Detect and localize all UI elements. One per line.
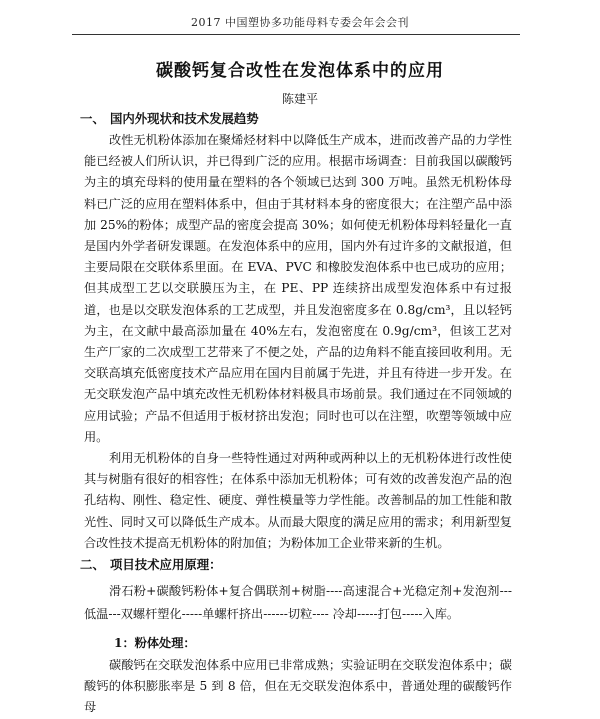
running-header: 2017 中国塑协多功能母料专委会年会会刊 — [191, 16, 409, 29]
section-1-number: 一、 — [80, 111, 105, 126]
process-flow-formula: 滑石粉+碳酸钙粉体+复合偶联剂+树脂----高速混合+光稳定剂+发泡剂---低温---双螺杆塑化-----单螺杆挤出------切粒---- 冷却-----打包-----入库。 — [84, 584, 512, 621]
subsection-1-paragraph: 碳酸钙在交联发泡体系中应用已非常成熟；实验证明在交联发泡体系中；碳酸钙的体积膨胀率是 5 到 8 倍，但在无交联发泡体系中，普通处理的碳酸钙作母 — [84, 658, 512, 715]
section-1-heading — [80, 108, 512, 130]
section-2-number: 二、 — [80, 557, 105, 573]
author-name: 陈建平 — [281, 92, 318, 106]
header-rule — [72, 34, 520, 35]
document-title: 碳酸钙复合改性在发泡体系中的应用 — [156, 61, 444, 81]
section-1-paragraph-2: 利用无机粉体的自身一些特性通过对两种或两种以上的无机粉体进行改性使其与树脂有很好的相容性；在体系中添加无机粉体；可有效的改善发泡产品的泡孔结构、刚性、稳定性、硬度、弹性模量等力学性能。改善制品的加工性能和散光性、同时又可以降低生产成本。从而最大限度的满足应用的需求；利用新型复合改性技术提高无机粉体的附加值；为粉体加工企业带来新的生机。 — [84, 451, 512, 550]
section-1-paragraph-1: 改性无机粉体添加在聚烯烃材料中以降低生产成本，进而改善产品的力学性能已经被人们所认识，并已得到广泛的应用。根据市场调查：目前我国以碳酸钙为主的填充母料的使用量在塑料的各个领域已达到 300 万吨。虽然无机粉体母料已广泛的应用在塑料体系中，但由于其材料本身的密度很大；在注塑产品中添加 25%的粉体；成型产品的密度会提高 30%；如何使无机粉体母料轻量化一直是国内外学者研发课题。在发泡体系中的应用，国内外有过许多的文献报道，但主要局限在交联体系里面。在 EVA、PVC 和橡胶发泡体系中也已成功的应用；但其成型工艺以交联膜压为主，在 PE、PP 连续挤出成型发泡体系中有过报道，也是以交联发泡体系的工艺成型，并且发泡密度多在 0.8g/cm³，且以轻钙为主，在文献中最高添加量在 40%左右，发泡密度在 0.9g/cm³，但该工艺对生产厂家的二次成型工艺带来了不便之处，产品的边角料不能直接回收利用。无交联高填充低密度技术产品应用在国内目前属于先进，并且有待进一步开发。在无交联发泡产品中填充改性无机粉体材料极具市场前景。我们通过在不同领域的应用试验；产品不但适用于板材挤出发泡；同时也可以在注塑，吹塑等领域中应用。 — [84, 133, 512, 444]
body-text — [80, 108, 512, 719]
section-1-title: 国内外现状和技术发展趋势 — [110, 111, 259, 126]
section-2-heading — [80, 554, 512, 576]
section-2-title: 项目技术应用原理： — [110, 557, 222, 573]
subsection-1-heading: 1：粉体处理： — [114, 636, 196, 651]
